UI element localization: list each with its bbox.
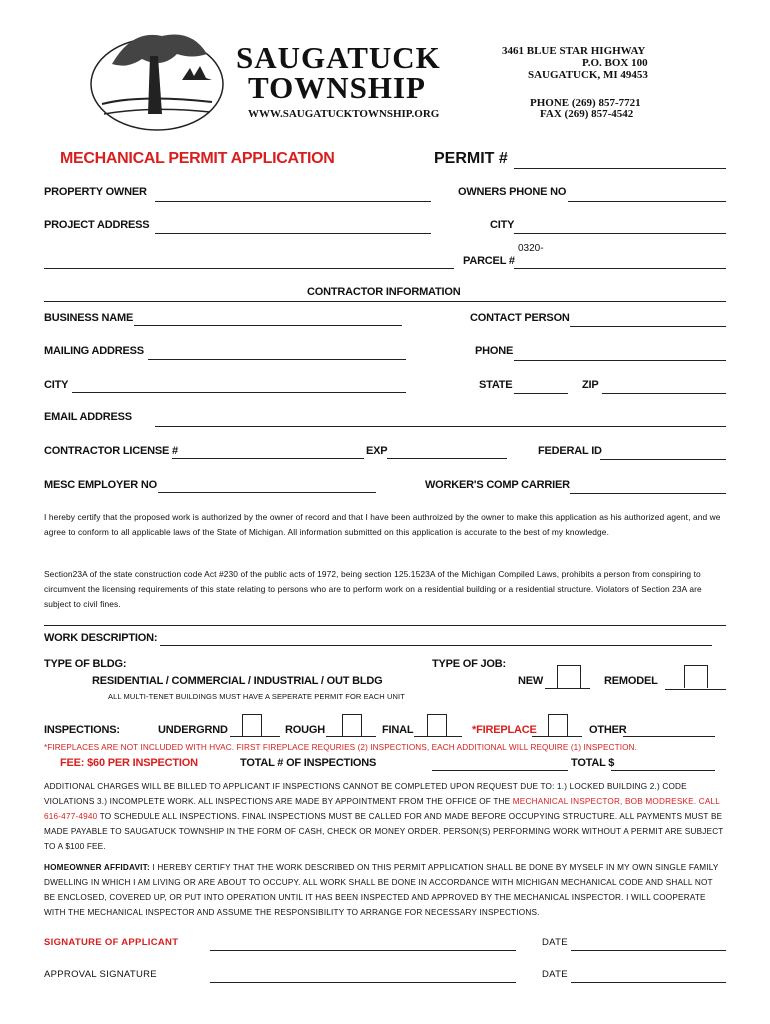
new-underline — [545, 688, 590, 689]
contractor-city-label: CITY — [44, 379, 69, 391]
address-line3: SAUGATUCK, MI 49453 — [528, 69, 648, 81]
final-underline — [414, 736, 462, 737]
phone-label: PHONE — [475, 345, 514, 357]
phone-field[interactable] — [514, 360, 726, 361]
new-label: NEW — [518, 675, 544, 687]
inspections-label: INSPECTIONS: — [44, 724, 120, 736]
parcel-field[interactable] — [514, 268, 726, 269]
applicant-signature-field[interactable] — [210, 950, 516, 951]
mesc-employer-field[interactable] — [158, 492, 376, 493]
approval-signature-field[interactable] — [210, 982, 516, 983]
rough-label: ROUGH — [285, 724, 325, 736]
fax-number: FAX (269) 857-4542 — [540, 108, 634, 120]
work-description-field[interactable] — [160, 645, 712, 646]
undergrnd-underline — [230, 736, 280, 737]
state-field[interactable] — [514, 393, 568, 394]
zip-field[interactable] — [602, 393, 726, 394]
work-divider — [44, 625, 726, 626]
approval-date-label: DATE — [542, 969, 568, 980]
contractor-divider — [44, 301, 726, 302]
permit-number-label: PERMIT # — [434, 150, 508, 167]
remodel-label: REMODEL — [604, 675, 658, 687]
address-line1: 3461 BLUE STAR HIGHWAY — [502, 45, 646, 57]
zip-label: ZIP — [582, 379, 599, 391]
section23a-paragraph: Section23A of the state construction code Act #230 of the public acts of 1972, being section 125.1523A of the Michigan Compiled Laws, prohibits a person from conspiring to circumvent the licensing requirements of this state relating to persons who are to perform work on a residential building or a residential structure. Violators of Section 23A are subject to civil fines. — [44, 569, 702, 609]
email-label: EMAIL ADDRESS — [44, 411, 132, 423]
total-inspections-label: TOTAL # OF INSPECTIONS — [240, 757, 377, 769]
parcel-prefix: 0320- — [518, 243, 544, 254]
affidavit-text: I HEREBY CERTIFY THAT THE WORK DESCRIBED ON THIS PERMIT APPLICATION SHALL BE DONE BY MYSELF IN MY OWN SINGLE FAMILY DWELLING IN WHICH I AM LIVING OR ARE ABOUT TO OCCUPY. ALL WORK SHALL BE DONE IN ACCORDANCE WITH MICHIGAN MECHANICAL CODE AND SHALL NOT BE ENCLOSED, COVERED UP, OR PUT INTO OPERATION UNTIL IT HAS BEEN INSPECTED AND APPROVED BY THE MECHANICAL INSPECTOR. I WILL COOPERATE WITH THE MECHANICAL INSPECTOR AND ASSUME THE RESPONSIBILITY TO ARRANGE FOR NECESSARY INSPECTIONS. — [44, 863, 719, 917]
other-field[interactable] — [623, 736, 715, 737]
business-name-label: BUSINESS NAME — [44, 312, 134, 324]
parcel-left-line — [44, 268, 454, 269]
org-name-line2: TOWNSHIP — [248, 70, 426, 105]
project-address-field[interactable] — [155, 233, 431, 234]
parcel-label: PARCEL # — [463, 255, 515, 267]
applicant-date-field[interactable] — [571, 950, 726, 951]
total-inspections-field[interactable] — [432, 770, 568, 771]
rough-checkbox[interactable] — [342, 714, 362, 737]
address-line2: P.O. BOX 100 — [582, 57, 648, 69]
mesc-employer-label: MESC EMPLOYER NO — [44, 479, 157, 491]
final-label: FINAL — [382, 724, 414, 736]
certify-paragraph: I hereby certify that the proposed work is authorized by the owner of record and that I have been authroized by the owner to make this application as his authorized agent, and we agree to conform to all applicable laws of the State of Michigan. All information submitted on this application is accurate to the best of my knowledge. — [44, 512, 721, 537]
owners-phone-label: OWNERS PHONE NO — [458, 186, 567, 198]
contractor-section-title: CONTRACTOR INFORMATION — [307, 286, 461, 298]
city-field[interactable] — [514, 233, 726, 234]
fireplace-label: *FIREPLACE — [472, 724, 537, 736]
rough-underline — [326, 736, 376, 737]
applicant-signature-label: SIGNATURE OF APPLICANT — [44, 937, 179, 948]
website-link[interactable]: WWW.SAUGATUCKTOWNSHIP.ORG — [248, 108, 440, 120]
mailing-address-field[interactable] — [148, 359, 406, 360]
additional-charges-paragraph — [44, 779, 724, 854]
property-owner-field[interactable] — [155, 201, 431, 202]
contact-person-label: CONTACT PERSON — [470, 312, 570, 324]
undergrnd-checkbox[interactable] — [242, 714, 262, 737]
contractor-license-label: CONTRACTOR LICENSE # — [44, 445, 178, 457]
total-dollar-label: TOTAL $ — [571, 757, 615, 769]
type-bldg-label: TYPE OF BLDG: — [44, 658, 127, 670]
business-name-field[interactable] — [134, 325, 402, 326]
new-checkbox[interactable] — [557, 665, 581, 688]
work-description-label: WORK DESCRIPTION: — [44, 632, 158, 644]
contractor-license-field[interactable] — [172, 458, 364, 459]
tree-logo-icon — [82, 24, 232, 134]
inspector-contact: MECHANICAL INSPECTOR, BOB MODRESKE. CALL 616-477-4940 — [44, 797, 720, 821]
multi-tenant-note: ALL MULTI-TENET BUILDINGS MUST HAVE A SEPERATE PERMIT FOR EACH UNIT — [108, 692, 405, 701]
homeowner-affidavit-paragraph — [44, 860, 724, 920]
fireplace-note: *FIREPLACES ARE NOT INCLUDED WITH HVAC. FIRST FIREPLACE REQURIES (2) INSPECTIONS, EACH ADDITIONAL WILL REQUIRE (1) INSPECTION. — [44, 743, 637, 752]
federal-id-label: FEDERAL ID — [538, 445, 602, 457]
total-dollar-field[interactable] — [611, 770, 715, 771]
project-address-label: PROJECT ADDRESS — [44, 219, 150, 231]
charges-text-2: TO SCHEDULE ALL INSPECTIONS. FINAL INSPECTIONS MUST BE CALLED FOR AND MADE BEFORE OCCUPYING STRUCTURE. ALL PAYMENTS MUST BE MADE PAYABLE TO SAUGATUCK TOWNSHIP IN THE FORM OF CASH, CHECK OR MONEY ORDER. PERSON(S) PERFORMING WORK WITHOUT A PERMIT ARE SUBJECT TO A $100 FEE. — [44, 812, 724, 851]
workers-comp-field[interactable] — [570, 493, 726, 494]
form-title: MECHANICAL PERMIT APPLICATION — [60, 150, 335, 167]
fireplace-underline — [532, 736, 582, 737]
fee-text: FEE: $60 PER INSPECTION — [60, 757, 198, 769]
workers-comp-label: WORKER'S COMP CARRIER — [425, 479, 570, 491]
type-job-label: TYPE OF JOB: — [432, 658, 506, 670]
state-label: STATE — [479, 379, 513, 391]
org-name-line1: SAUGATUCK — [236, 40, 441, 75]
mailing-address-label: MAILING ADDRESS — [44, 345, 144, 357]
property-owner-label: PROPERTY OWNER — [44, 186, 147, 198]
approval-date-field[interactable] — [571, 982, 726, 983]
bldg-options[interactable]: RESIDENTIAL / COMMERCIAL / INDUSTRIAL / OUT BLDG — [92, 675, 383, 687]
charges-text-1: ADDITIONAL CHARGES WILL BE BILLED TO APPLICANT IF INSPECTIONS CANNOT BE COMPLETED UPON REQUEST DUE TO: 1.) LOCKED BUILDING 2.) CODE VIOLATIONS 3.) INCOMPLETE WORK. ALL INSPECTIONS ARE MADE BY APPOINTMENT FROM THE OFFICE OF THE — [44, 782, 687, 806]
final-checkbox[interactable] — [427, 714, 447, 737]
phone-number: PHONE (269) 857-7721 — [530, 97, 641, 109]
township-logo — [82, 24, 232, 134]
exp-field[interactable] — [387, 458, 507, 459]
affidavit-label: HOMEOWNER AFFIDAVIT: — [44, 863, 150, 872]
remodel-underline — [665, 689, 726, 690]
approval-signature-label: APPROVAL SIGNATURE — [44, 969, 157, 980]
federal-id-field[interactable] — [600, 459, 726, 460]
contractor-city-field[interactable] — [72, 392, 406, 393]
fireplace-checkbox[interactable] — [548, 714, 568, 737]
exp-label: EXP — [366, 445, 388, 457]
email-field[interactable] — [155, 426, 726, 427]
applicant-date-label: DATE — [542, 937, 568, 948]
undergrnd-label: UNDERGRND — [158, 724, 228, 736]
owners-phone-field[interactable] — [568, 201, 726, 202]
permit-number-field[interactable] — [514, 168, 726, 169]
city-label: CITY — [490, 219, 515, 231]
remodel-checkbox[interactable] — [684, 665, 708, 688]
contact-person-field[interactable] — [570, 326, 726, 327]
other-label: OTHER — [589, 724, 627, 736]
